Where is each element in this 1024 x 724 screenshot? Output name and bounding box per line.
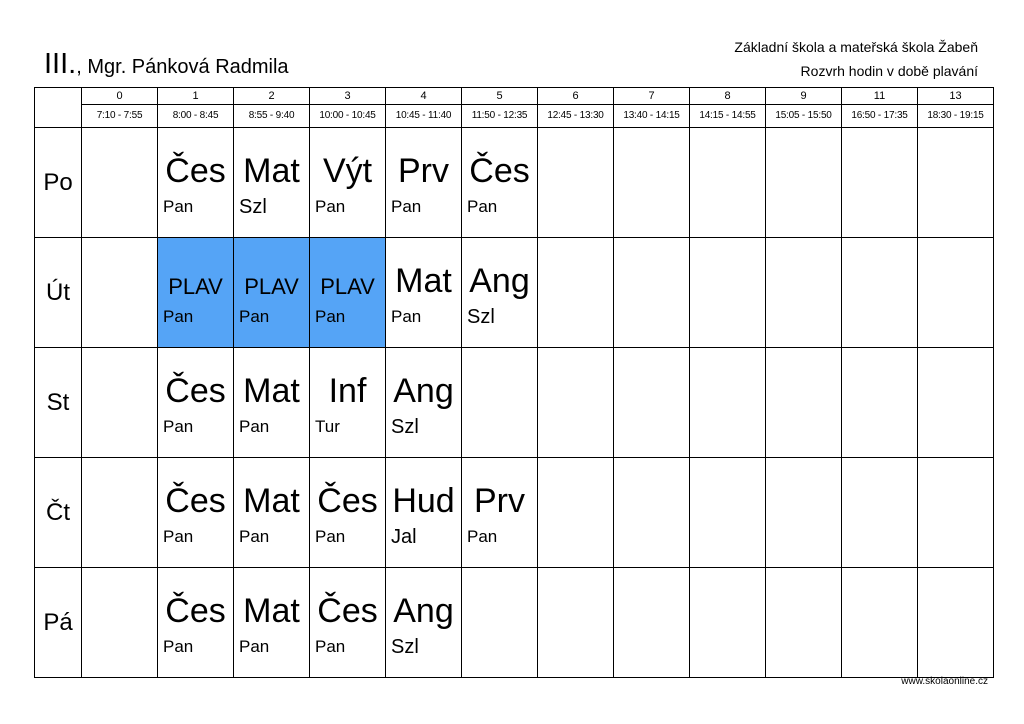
empty-cell (918, 348, 994, 458)
period-time: 18:30 - 19:15 (918, 105, 994, 128)
empty-cell (690, 458, 766, 568)
period-time: 16:50 - 17:35 (842, 105, 918, 128)
timetable (34, 87, 994, 678)
day-row (35, 238, 994, 348)
lesson-subject: Čes (317, 592, 378, 630)
period-time: 12:45 - 13:30 (538, 105, 614, 128)
lesson-cell (310, 128, 386, 238)
period-number: 4 (386, 88, 462, 105)
lesson-subject: Prv (398, 152, 449, 190)
lesson-cell (158, 348, 234, 458)
lesson-subject: PLAV (320, 274, 375, 299)
corner-cell (35, 88, 82, 128)
lesson-teacher: Pan (239, 307, 270, 326)
empty-cell (766, 128, 842, 238)
empty-cell (82, 568, 158, 678)
lesson-cell (158, 458, 234, 568)
period-number: 1 (158, 88, 234, 105)
empty-cell (538, 568, 614, 678)
day-label: Po (35, 128, 82, 238)
lesson-cell (462, 238, 538, 348)
lesson-teacher: Szl (391, 636, 419, 658)
empty-cell (538, 348, 614, 458)
empty-cell (614, 128, 690, 238)
empty-cell (614, 348, 690, 458)
lesson-subject: Mat (243, 482, 300, 520)
period-time: 10:45 - 11:40 (386, 105, 462, 128)
lesson-cell (386, 238, 462, 348)
lesson-teacher: Jal (391, 526, 417, 548)
period-number: 9 (766, 88, 842, 105)
lesson-subject: PLAV (244, 274, 299, 299)
empty-cell (82, 348, 158, 458)
lesson-teacher: Pan (315, 637, 346, 656)
period-number: 5 (462, 88, 538, 105)
period-time: 11:50 - 12:35 (462, 105, 538, 128)
empty-cell (842, 568, 918, 678)
empty-cell (82, 128, 158, 238)
lesson-cell (386, 458, 462, 568)
lesson-teacher: Pan (163, 417, 194, 436)
lesson-teacher: Szl (467, 306, 495, 328)
lesson-subject: Mat (395, 262, 452, 300)
school-name: Základní škola a mateřská škola Žabeň (734, 39, 978, 55)
empty-cell (690, 568, 766, 678)
day-label: Čt (35, 458, 82, 568)
lesson-cell (234, 348, 310, 458)
period-time: 8:00 - 8:45 (158, 105, 234, 128)
lesson-cell (462, 128, 538, 238)
lesson-subject: Čes (165, 152, 226, 190)
empty-cell (614, 568, 690, 678)
empty-cell (690, 128, 766, 238)
lesson-teacher: Pan (163, 527, 194, 546)
class-name: III. (44, 48, 77, 80)
empty-cell (766, 348, 842, 458)
empty-cell (614, 238, 690, 348)
day-label: Pá (35, 568, 82, 678)
period-number: 3 (310, 88, 386, 105)
lesson-subject: Čes (165, 592, 226, 630)
empty-cell (766, 458, 842, 568)
empty-cell (462, 568, 538, 678)
period-time: 7:10 - 7:55 (82, 105, 158, 128)
lesson-subject: Ang (393, 372, 454, 410)
empty-cell (766, 238, 842, 348)
lesson-subject: Čes (165, 372, 226, 410)
empty-cell (82, 458, 158, 568)
empty-cell (918, 568, 994, 678)
lesson-cell (158, 238, 234, 348)
lesson-teacher: Pan (391, 197, 422, 216)
lesson-cell (310, 238, 386, 348)
empty-cell (918, 128, 994, 238)
empty-cell (842, 458, 918, 568)
day-label: St (35, 348, 82, 458)
empty-cell (842, 348, 918, 458)
lesson-subject: Čes (469, 152, 530, 190)
lesson-cell (234, 568, 310, 678)
lesson-cell (462, 458, 538, 568)
period-time: 15:05 - 15:50 (766, 105, 842, 128)
day-row (35, 348, 994, 458)
lesson-teacher: Pan (163, 307, 194, 326)
lesson-subject: Ang (393, 592, 454, 630)
lesson-teacher: Szl (391, 416, 419, 438)
period-number: 6 (538, 88, 614, 105)
lesson-cell (386, 568, 462, 678)
empty-cell (82, 238, 158, 348)
empty-cell (766, 568, 842, 678)
lesson-teacher: Szl (239, 196, 267, 218)
lesson-subject: Mat (243, 592, 300, 630)
lesson-teacher: Pan (467, 527, 498, 546)
teacher-name: , Mgr. Pánková Radmila (76, 56, 289, 78)
day-label: Út (35, 238, 82, 348)
lesson-subject: Prv (474, 482, 525, 520)
lesson-subject: Mat (243, 372, 300, 410)
empty-cell (462, 348, 538, 458)
empty-cell (842, 128, 918, 238)
period-time: 14:15 - 14:55 (690, 105, 766, 128)
lesson-cell (234, 458, 310, 568)
lesson-teacher: Pan (315, 307, 346, 326)
empty-cell (538, 458, 614, 568)
lesson-teacher: Pan (239, 417, 270, 436)
lesson-teacher: Pan (163, 637, 194, 656)
day-row (35, 128, 994, 238)
lesson-cell (310, 568, 386, 678)
empty-cell (918, 458, 994, 568)
lesson-subject: Inf (328, 372, 367, 410)
lesson-teacher: Pan (315, 527, 346, 546)
lesson-cell (158, 568, 234, 678)
lesson-subject: Hud (392, 482, 455, 520)
schedule-subtitle: Rozvrh hodin v době plavání (800, 63, 978, 79)
lesson-cell (158, 128, 234, 238)
day-row (35, 458, 994, 568)
empty-cell (614, 458, 690, 568)
period-number: 0 (82, 88, 158, 105)
lesson-subject: Čes (317, 482, 378, 520)
lesson-teacher: Pan (163, 197, 194, 216)
lesson-subject: Mat (243, 152, 300, 190)
period-number: 13 (918, 88, 994, 105)
lesson-cell (310, 458, 386, 568)
period-number: 11 (842, 88, 918, 105)
lesson-cell (234, 128, 310, 238)
empty-cell (690, 348, 766, 458)
lesson-subject: Čes (165, 482, 226, 520)
empty-cell (842, 238, 918, 348)
lesson-cell (234, 238, 310, 348)
empty-cell (538, 238, 614, 348)
empty-cell (918, 238, 994, 348)
lesson-subject: Výt (322, 152, 373, 190)
period-number: 2 (234, 88, 310, 105)
lesson-cell (386, 348, 462, 458)
lesson-cell (310, 348, 386, 458)
period-time: 10:00 - 10:45 (310, 105, 386, 128)
class-title (44, 50, 289, 79)
lesson-subject: PLAV (168, 274, 223, 299)
lesson-teacher: Tur (315, 417, 340, 436)
footer-url: www.skolaonline.cz (901, 676, 988, 687)
period-time: 13:40 - 14:15 (614, 105, 690, 128)
day-row (35, 568, 994, 678)
lesson-cell (386, 128, 462, 238)
empty-cell (538, 128, 614, 238)
period-number: 7 (614, 88, 690, 105)
lesson-teacher: Pan (239, 637, 270, 656)
lesson-teacher: Pan (467, 197, 498, 216)
lesson-subject: Ang (469, 262, 530, 300)
lesson-teacher: Pan (239, 527, 270, 546)
lesson-teacher: Pan (391, 307, 422, 326)
period-time: 8:55 - 9:40 (234, 105, 310, 128)
lesson-teacher: Pan (315, 197, 346, 216)
period-number: 8 (690, 88, 766, 105)
empty-cell (690, 238, 766, 348)
